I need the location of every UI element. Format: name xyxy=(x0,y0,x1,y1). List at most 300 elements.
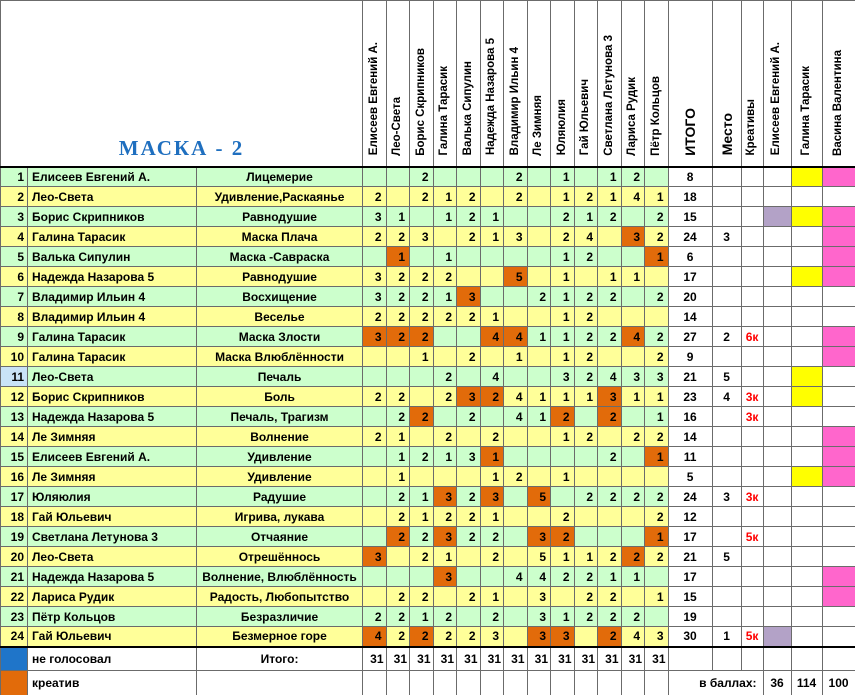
participant-name-cell[interactable]: Борис Скрипников xyxy=(28,207,197,227)
creative-mark-cell[interactable] xyxy=(822,247,855,267)
row-number-cell[interactable]: 6 xyxy=(1,267,28,287)
column-total-cell[interactable]: 31 xyxy=(621,647,645,671)
column-total-cell[interactable]: 31 xyxy=(504,647,528,671)
vote-cell[interactable]: 2 xyxy=(598,487,622,507)
vote-cell[interactable]: 2 xyxy=(621,547,645,567)
vote-cell[interactable]: 4 xyxy=(621,627,645,647)
vote-cell[interactable] xyxy=(621,587,645,607)
balls-value-cell[interactable]: 100 xyxy=(822,671,855,695)
vote-cell[interactable]: 1 xyxy=(433,187,457,207)
mesto-cell[interactable]: 1 xyxy=(712,627,741,647)
vote-cell[interactable]: 2 xyxy=(621,167,645,187)
creative-mark-cell[interactable] xyxy=(822,427,855,447)
voter-header[interactable] xyxy=(363,1,387,167)
vote-cell[interactable] xyxy=(457,247,481,267)
vote-cell[interactable]: 3 xyxy=(645,627,669,647)
vote-cell[interactable] xyxy=(504,367,528,387)
creative-mark-cell[interactable] xyxy=(763,567,791,587)
vote-cell[interactable]: 2 xyxy=(410,187,434,207)
vote-cell[interactable] xyxy=(457,427,481,447)
vote-cell[interactable]: 1 xyxy=(621,567,645,587)
vote-cell[interactable] xyxy=(598,467,622,487)
vote-cell[interactable] xyxy=(363,567,387,587)
vote-cell[interactable]: 4 xyxy=(504,327,528,347)
participant-name-cell[interactable]: Елисеев Евгений А. xyxy=(28,167,197,187)
creative-mark-cell[interactable] xyxy=(791,607,822,627)
vote-cell[interactable]: 3 xyxy=(433,527,457,547)
empty-cell[interactable] xyxy=(598,671,622,695)
empty-cell[interactable] xyxy=(574,671,598,695)
itogo-cell[interactable]: 17 xyxy=(668,527,712,547)
vote-cell[interactable]: 2 xyxy=(598,587,622,607)
vote-cell[interactable] xyxy=(457,567,481,587)
vote-cell[interactable] xyxy=(386,347,410,367)
vote-cell[interactable] xyxy=(504,507,528,527)
itogo-cell[interactable]: 24 xyxy=(668,227,712,247)
voter-header[interactable] xyxy=(433,1,457,167)
voter-header[interactable] xyxy=(645,1,669,167)
vote-cell[interactable]: 2 xyxy=(551,207,575,227)
vote-cell[interactable]: 3 xyxy=(551,627,575,647)
vote-cell[interactable]: 1 xyxy=(433,207,457,227)
mesto-cell[interactable] xyxy=(712,427,741,447)
mesto-cell[interactable]: 3 xyxy=(712,227,741,247)
row-number-cell[interactable]: 11 xyxy=(1,367,28,387)
vote-cell[interactable] xyxy=(386,567,410,587)
empty-cell[interactable] xyxy=(763,647,791,671)
vote-cell[interactable]: 2 xyxy=(551,527,575,547)
mask-name-cell[interactable]: Равнодушие xyxy=(197,207,363,227)
vote-cell[interactable]: 2 xyxy=(457,487,481,507)
creative-mark-cell[interactable] xyxy=(791,167,822,187)
vote-cell[interactable] xyxy=(410,367,434,387)
voter-header[interactable] xyxy=(574,1,598,167)
column-total-cell[interactable]: 31 xyxy=(386,647,410,671)
row-number-cell[interactable]: 7 xyxy=(1,287,28,307)
vote-cell[interactable] xyxy=(504,587,528,607)
itogo-cell[interactable]: 5 xyxy=(668,467,712,487)
itogo-cell[interactable]: 8 xyxy=(668,167,712,187)
row-number-cell[interactable]: 5 xyxy=(1,247,28,267)
creative-mark-cell[interactable] xyxy=(822,567,855,587)
kreativ-cell[interactable] xyxy=(741,307,763,327)
vote-cell[interactable] xyxy=(363,527,387,547)
vote-cell[interactable] xyxy=(363,507,387,527)
creative-mark-cell[interactable] xyxy=(822,307,855,327)
vote-cell[interactable] xyxy=(574,407,598,427)
vote-cell[interactable]: 3 xyxy=(410,227,434,247)
creative-mark-cell[interactable] xyxy=(791,287,822,307)
row-number-cell[interactable]: 18 xyxy=(1,507,28,527)
mask-name-cell[interactable]: Игрива, лукава xyxy=(197,507,363,527)
voter-header[interactable] xyxy=(410,1,434,167)
participant-name-cell[interactable]: Лео-Света xyxy=(28,367,197,387)
vote-cell[interactable]: 2 xyxy=(551,567,575,587)
column-total-cell[interactable]: 31 xyxy=(551,647,575,671)
vote-cell[interactable] xyxy=(504,247,528,267)
mask-name-cell[interactable]: Восхищение xyxy=(197,287,363,307)
vote-cell[interactable]: 3 xyxy=(433,567,457,587)
mask-name-cell[interactable]: Удивление xyxy=(197,447,363,467)
vote-cell[interactable] xyxy=(621,507,645,527)
vote-cell[interactable] xyxy=(645,307,669,327)
vote-cell[interactable]: 1 xyxy=(551,387,575,407)
voter-header[interactable] xyxy=(504,1,528,167)
vote-cell[interactable]: 2 xyxy=(386,327,410,347)
vote-cell[interactable]: 2 xyxy=(621,487,645,507)
row-number-cell[interactable]: 4 xyxy=(1,227,28,247)
vote-cell[interactable]: 2 xyxy=(457,187,481,207)
vote-cell[interactable]: 2 xyxy=(363,387,387,407)
vote-cell[interactable]: 2 xyxy=(645,547,669,567)
itogo-cell[interactable]: 30 xyxy=(668,627,712,647)
kreativ-cell[interactable] xyxy=(741,247,763,267)
vote-cell[interactable]: 5 xyxy=(527,487,551,507)
vote-cell[interactable]: 1 xyxy=(551,347,575,367)
creative-mark-cell[interactable] xyxy=(763,607,791,627)
creative-mark-cell[interactable] xyxy=(763,447,791,467)
vote-cell[interactable]: 4 xyxy=(504,387,528,407)
mesto-cell[interactable] xyxy=(712,587,741,607)
vote-cell[interactable] xyxy=(433,347,457,367)
mask-name-cell[interactable]: Маска Плача xyxy=(197,227,363,247)
vote-cell[interactable] xyxy=(598,307,622,327)
kreativ-cell[interactable]: 3к xyxy=(741,387,763,407)
kreativ-cell[interactable] xyxy=(741,207,763,227)
vote-cell[interactable]: 2 xyxy=(480,387,504,407)
vote-cell[interactable]: 2 xyxy=(645,227,669,247)
vote-cell[interactable]: 2 xyxy=(386,607,410,627)
itogo-cell[interactable]: 6 xyxy=(668,247,712,267)
vote-cell[interactable]: 2 xyxy=(598,287,622,307)
vote-cell[interactable]: 2 xyxy=(598,607,622,627)
vote-cell[interactable]: 2 xyxy=(363,307,387,327)
vote-cell[interactable]: 2 xyxy=(527,287,551,307)
mesto-cell[interactable] xyxy=(712,167,741,187)
creative-mark-cell[interactable] xyxy=(822,167,855,187)
vote-cell[interactable]: 3 xyxy=(527,527,551,547)
vote-cell[interactable]: 1 xyxy=(551,267,575,287)
vote-cell[interactable] xyxy=(598,527,622,547)
vote-cell[interactable]: 1 xyxy=(433,287,457,307)
vote-cell[interactable]: 2 xyxy=(574,247,598,267)
vote-cell[interactable] xyxy=(621,307,645,327)
vote-cell[interactable]: 2 xyxy=(574,327,598,347)
itogo-cell[interactable]: 17 xyxy=(668,267,712,287)
vote-cell[interactable]: 2 xyxy=(410,307,434,327)
vote-cell[interactable]: 3 xyxy=(457,387,481,407)
vote-cell[interactable] xyxy=(504,207,528,227)
vote-cell[interactable]: 1 xyxy=(645,527,669,547)
vote-cell[interactable] xyxy=(363,407,387,427)
vote-cell[interactable] xyxy=(410,247,434,267)
vote-cell[interactable]: 5 xyxy=(527,547,551,567)
mesto-cell[interactable] xyxy=(712,247,741,267)
creative-mark-cell[interactable] xyxy=(791,627,822,647)
vote-cell[interactable]: 2 xyxy=(386,507,410,527)
vote-cell[interactable] xyxy=(410,207,434,227)
itogo-cell[interactable]: 23 xyxy=(668,387,712,407)
vote-cell[interactable]: 2 xyxy=(386,527,410,547)
vote-cell[interactable]: 1 xyxy=(410,487,434,507)
vote-cell[interactable] xyxy=(527,507,551,527)
creative-mark-cell[interactable] xyxy=(822,547,855,567)
row-number-cell[interactable]: 1 xyxy=(1,167,28,187)
vote-cell[interactable] xyxy=(527,267,551,287)
mesto-cell[interactable] xyxy=(712,567,741,587)
vote-cell[interactable] xyxy=(504,487,528,507)
vote-cell[interactable]: 2 xyxy=(410,167,434,187)
participant-name-cell[interactable]: Владимир Ильин 4 xyxy=(28,287,197,307)
vote-cell[interactable]: 1 xyxy=(433,547,457,567)
itogo-cell[interactable]: 27 xyxy=(668,327,712,347)
kreativ-cell[interactable] xyxy=(741,167,763,187)
vote-cell[interactable] xyxy=(551,487,575,507)
vote-cell[interactable] xyxy=(621,347,645,367)
vote-cell[interactable]: 3 xyxy=(527,587,551,607)
kreativ-cell[interactable] xyxy=(741,287,763,307)
mesto-cell[interactable]: 4 xyxy=(712,387,741,407)
vote-cell[interactable] xyxy=(527,347,551,367)
vote-cell[interactable] xyxy=(574,447,598,467)
vote-cell[interactable]: 1 xyxy=(551,427,575,447)
empty-cell[interactable] xyxy=(363,671,387,695)
vote-cell[interactable]: 3 xyxy=(363,267,387,287)
mesto-cell[interactable] xyxy=(712,447,741,467)
balls-value-cell[interactable]: 114 xyxy=(791,671,822,695)
mask-name-cell[interactable]: Боль xyxy=(197,387,363,407)
vote-cell[interactable] xyxy=(480,267,504,287)
vote-cell[interactable]: 3 xyxy=(480,627,504,647)
participant-name-cell[interactable]: Валька Сипулин xyxy=(28,247,197,267)
vote-cell[interactable]: 2 xyxy=(574,427,598,447)
vote-cell[interactable] xyxy=(504,427,528,447)
vote-cell[interactable] xyxy=(504,627,528,647)
creative-mark-cell[interactable] xyxy=(791,347,822,367)
vote-cell[interactable]: 1 xyxy=(645,407,669,427)
creative-mark-cell[interactable] xyxy=(791,267,822,287)
creative-mark-cell[interactable] xyxy=(822,287,855,307)
creative-mark-cell[interactable] xyxy=(763,627,791,647)
vote-cell[interactable]: 2 xyxy=(598,327,622,347)
creative-mark-cell[interactable] xyxy=(763,587,791,607)
column-total-cell[interactable]: 31 xyxy=(645,647,669,671)
vote-cell[interactable]: 3 xyxy=(433,487,457,507)
itogo-cell[interactable]: 16 xyxy=(668,407,712,427)
itogo-header[interactable] xyxy=(668,1,712,167)
column-total-cell[interactable]: 31 xyxy=(527,647,551,671)
mesto-cell[interactable] xyxy=(712,267,741,287)
participant-name-cell[interactable]: Пётр Кольцов xyxy=(28,607,197,627)
participant-name-cell[interactable]: Гай Юльевич xyxy=(28,507,197,527)
vote-cell[interactable] xyxy=(433,167,457,187)
vote-cell[interactable]: 2 xyxy=(645,487,669,507)
itogo-cell[interactable]: 14 xyxy=(668,307,712,327)
voter-header[interactable] xyxy=(598,1,622,167)
vote-cell[interactable] xyxy=(363,467,387,487)
participant-name-cell[interactable]: Борис Скрипников xyxy=(28,387,197,407)
vote-cell[interactable] xyxy=(433,407,457,427)
creative-mark-cell[interactable] xyxy=(763,387,791,407)
vote-cell[interactable]: 2 xyxy=(386,267,410,287)
row-number-cell[interactable]: 12 xyxy=(1,387,28,407)
vote-cell[interactable]: 2 xyxy=(574,587,598,607)
vote-cell[interactable]: 2 xyxy=(363,427,387,447)
mesto-cell[interactable] xyxy=(712,467,741,487)
voter-header[interactable] xyxy=(621,1,645,167)
creative-mark-cell[interactable] xyxy=(763,347,791,367)
vote-cell[interactable]: 2 xyxy=(480,527,504,547)
participant-name-cell[interactable]: Лео-Света xyxy=(28,187,197,207)
vote-cell[interactable] xyxy=(363,347,387,367)
vote-cell[interactable]: 2 xyxy=(574,307,598,327)
vote-cell[interactable]: 2 xyxy=(410,407,434,427)
vote-cell[interactable] xyxy=(457,167,481,187)
kreativ-cell[interactable] xyxy=(741,367,763,387)
mask-name-cell[interactable]: Радушие xyxy=(197,487,363,507)
creative-mark-cell[interactable] xyxy=(763,247,791,267)
mask-name-cell[interactable]: Отчаяние xyxy=(197,527,363,547)
itogo-cell[interactable]: 12 xyxy=(668,507,712,527)
vote-cell[interactable]: 2 xyxy=(433,627,457,647)
vote-cell[interactable] xyxy=(574,167,598,187)
vote-cell[interactable] xyxy=(433,467,457,487)
creative-mark-cell[interactable] xyxy=(822,507,855,527)
vote-cell[interactable]: 1 xyxy=(551,307,575,327)
vote-cell[interactable]: 3 xyxy=(480,487,504,507)
vote-cell[interactable]: 1 xyxy=(386,447,410,467)
vote-cell[interactable] xyxy=(527,427,551,447)
vote-cell[interactable]: 4 xyxy=(480,367,504,387)
vote-cell[interactable]: 1 xyxy=(645,587,669,607)
vote-cell[interactable]: 2 xyxy=(504,167,528,187)
vote-cell[interactable] xyxy=(527,447,551,467)
kreativ-cell[interactable]: 3к xyxy=(741,407,763,427)
vote-cell[interactable] xyxy=(527,367,551,387)
vote-cell[interactable]: 2 xyxy=(574,347,598,367)
kreativ-cell[interactable]: 5к xyxy=(741,627,763,647)
vote-cell[interactable]: 1 xyxy=(410,507,434,527)
vote-cell[interactable]: 3 xyxy=(621,227,645,247)
vote-cell[interactable]: 3 xyxy=(363,287,387,307)
mask-name-cell[interactable]: Маска Влюблённости xyxy=(197,347,363,367)
vote-cell[interactable] xyxy=(410,567,434,587)
mask-name-cell[interactable]: Печаль xyxy=(197,367,363,387)
itogo-cell[interactable]: 9 xyxy=(668,347,712,367)
vote-cell[interactable]: 1 xyxy=(551,167,575,187)
vote-cell[interactable]: 2 xyxy=(433,427,457,447)
vote-cell[interactable]: 1 xyxy=(386,207,410,227)
vote-cell[interactable]: 1 xyxy=(527,387,551,407)
creative-mark-cell[interactable] xyxy=(822,407,855,427)
voter-header[interactable] xyxy=(480,1,504,167)
kreativ-cell[interactable] xyxy=(741,347,763,367)
empty-cell[interactable] xyxy=(480,671,504,695)
vote-cell[interactable]: 1 xyxy=(386,427,410,447)
vote-cell[interactable]: 1 xyxy=(621,387,645,407)
vote-cell[interactable] xyxy=(363,587,387,607)
vote-cell[interactable] xyxy=(504,307,528,327)
vote-cell[interactable] xyxy=(621,467,645,487)
vote-cell[interactable] xyxy=(363,487,387,507)
vote-cell[interactable]: 4 xyxy=(598,367,622,387)
vote-cell[interactable] xyxy=(645,607,669,627)
row-number-cell[interactable]: 23 xyxy=(1,607,28,627)
kreativ-cell[interactable] xyxy=(741,267,763,287)
vote-cell[interactable]: 2 xyxy=(504,187,528,207)
creative-mark-cell[interactable] xyxy=(763,547,791,567)
participant-name-cell[interactable]: Лео-Света xyxy=(28,547,197,567)
vote-cell[interactable] xyxy=(574,507,598,527)
vote-cell[interactable]: 1 xyxy=(410,347,434,367)
participant-name-cell[interactable]: Надежда Назарова 5 xyxy=(28,267,197,287)
vote-cell[interactable]: 2 xyxy=(480,427,504,447)
mesto-cell[interactable] xyxy=(712,207,741,227)
row-number-cell[interactable]: 22 xyxy=(1,587,28,607)
mask-name-cell[interactable]: Безмерное горе xyxy=(197,627,363,647)
vote-cell[interactable]: 1 xyxy=(551,547,575,567)
vote-cell[interactable]: 1 xyxy=(551,467,575,487)
kreativ-cell[interactable] xyxy=(741,567,763,587)
vote-cell[interactable] xyxy=(480,187,504,207)
vote-cell[interactable] xyxy=(527,467,551,487)
vote-cell[interactable] xyxy=(598,227,622,247)
vote-cell[interactable]: 2 xyxy=(480,607,504,627)
participant-name-cell[interactable]: Гай Юльевич xyxy=(28,627,197,647)
itogo-cell[interactable]: 15 xyxy=(668,587,712,607)
vote-cell[interactable]: 4 xyxy=(621,327,645,347)
empty-cell[interactable] xyxy=(791,647,822,671)
itogo-cell[interactable]: 19 xyxy=(668,607,712,627)
vote-cell[interactable]: 1 xyxy=(480,207,504,227)
vote-cell[interactable] xyxy=(410,467,434,487)
vote-cell[interactable]: 3 xyxy=(598,387,622,407)
row-number-cell[interactable]: 19 xyxy=(1,527,28,547)
vote-cell[interactable] xyxy=(621,527,645,547)
vote-cell[interactable] xyxy=(433,587,457,607)
vote-cell[interactable]: 1 xyxy=(433,447,457,467)
vote-cell[interactable]: 3 xyxy=(363,547,387,567)
empty-cell[interactable] xyxy=(410,671,434,695)
vote-cell[interactable]: 2 xyxy=(457,347,481,367)
vote-cell[interactable]: 1 xyxy=(551,327,575,347)
vote-cell[interactable]: 1 xyxy=(386,247,410,267)
vote-cell[interactable]: 2 xyxy=(410,327,434,347)
creative-mark-cell[interactable] xyxy=(763,267,791,287)
itogo-cell[interactable]: 20 xyxy=(668,287,712,307)
vote-cell[interactable] xyxy=(504,527,528,547)
creative-mark-cell[interactable] xyxy=(791,527,822,547)
mesto-cell[interactable] xyxy=(712,187,741,207)
creative-mark-cell[interactable] xyxy=(763,287,791,307)
vote-cell[interactable] xyxy=(621,287,645,307)
vote-cell[interactable]: 1 xyxy=(551,247,575,267)
vote-cell[interactable]: 2 xyxy=(386,307,410,327)
column-total-cell[interactable]: 31 xyxy=(598,647,622,671)
vote-cell[interactable]: 3 xyxy=(363,207,387,227)
creative-mark-cell[interactable] xyxy=(791,367,822,387)
mesto-cell[interactable]: 2 xyxy=(712,327,741,347)
vote-cell[interactable]: 1 xyxy=(480,447,504,467)
row-number-cell[interactable]: 3 xyxy=(1,207,28,227)
vote-cell[interactable]: 3 xyxy=(457,447,481,467)
column-total-cell[interactable]: 31 xyxy=(574,647,598,671)
creative-mark-cell[interactable] xyxy=(763,487,791,507)
empty-cell[interactable] xyxy=(433,671,457,695)
vote-cell[interactable]: 2 xyxy=(386,287,410,307)
vote-cell[interactable]: 2 xyxy=(574,487,598,507)
vote-cell[interactable]: 3 xyxy=(621,367,645,387)
